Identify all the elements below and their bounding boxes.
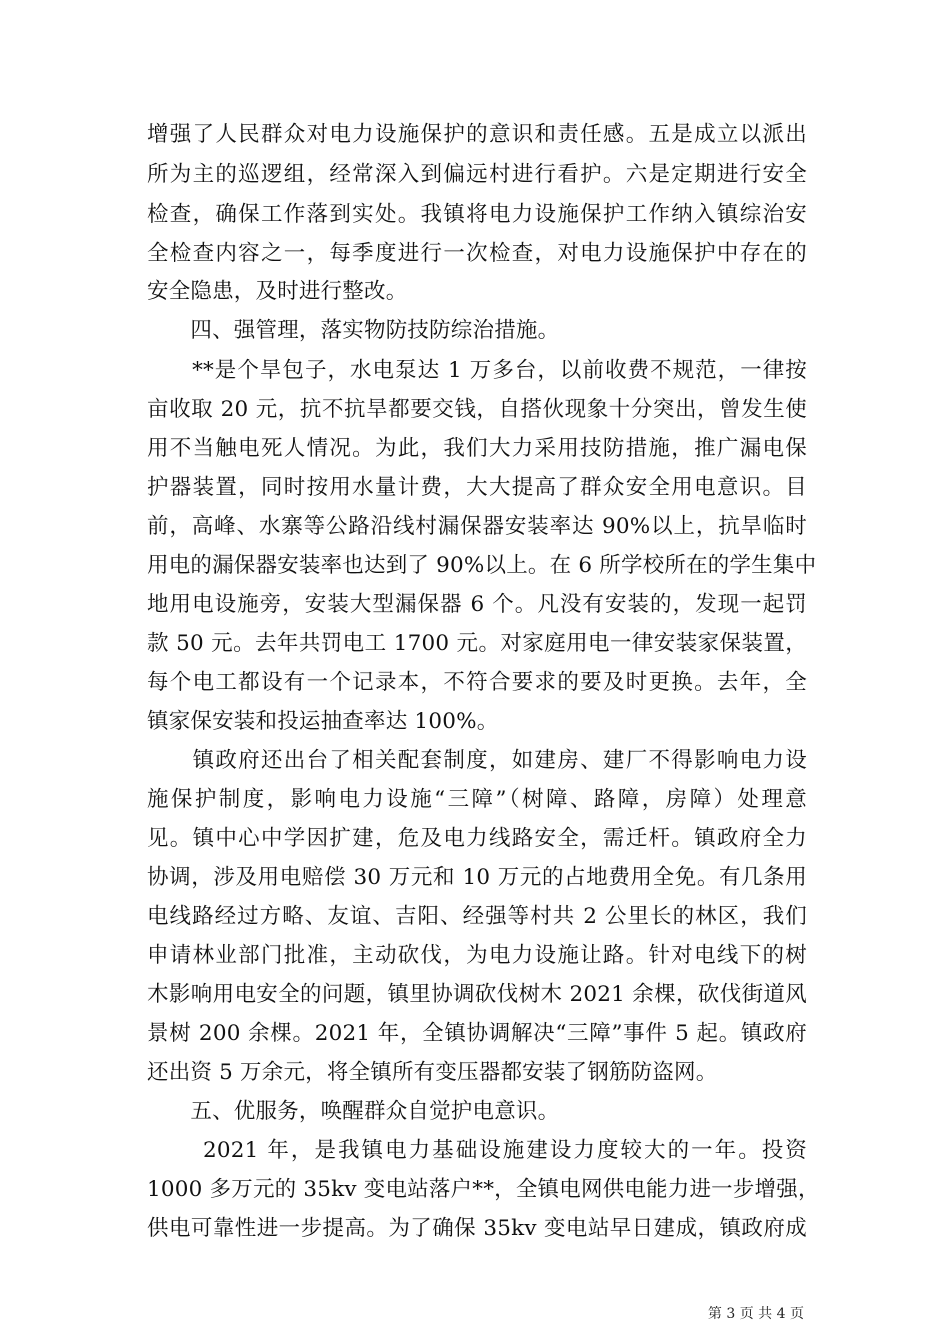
body-text-line: 供电可靠性进一步提高。为了确保 35kv 变电站早日建成，镇政府成	[147, 1216, 807, 1241]
body-text-line: 全检查内容之一，每季度进行一次检查，对电力设施保护中存在的	[147, 241, 807, 266]
body-text-line: 2021 年，是我镇电力基础设施建设力度较大的一年。投资	[147, 1138, 807, 1163]
body-text-line: 每个电工都设有一个记录本，不符合要求的要及时更换。去年，全	[147, 670, 807, 695]
body-text-line: 安全隐患，及时进行整改。	[147, 279, 408, 304]
body-text-line: 用电的漏保器安装率也达到了 90%以上。在 6 所学校所在的学生集中	[147, 553, 817, 578]
body-text-line: 用不当触电死人情况。为此，我们大力采用技防措施，推广漏电保	[147, 436, 807, 461]
body-text-line: 申请林业部门批准，主动砍伐，为电力设施让路。针对电线下的树	[147, 943, 807, 968]
body-text-line: 前，高峰、水寨等公路沿线村漏保器安装率达 90%以上，抗旱临时	[147, 514, 807, 539]
body-text-line: 增强了人民群众对电力设施保护的意识和责任感。五是成立以派出	[147, 122, 807, 147]
body-text-line: 木影响用电安全的问题，镇里协调砍伐树木 2021 余棵，砍伐街道风	[147, 982, 807, 1007]
body-text-line: 检查，确保工作落到实处。我镇将电力设施保护工作纳入镇综治安	[147, 202, 807, 227]
body-text-line: 见。镇中心中学因扩建，危及电力线路安全，需迁杆。镇政府全力	[147, 826, 807, 851]
body-text-line: 电线路经过方略、友谊、吉阳、经强等村共 2 公里长的林区，我们	[147, 904, 807, 929]
body-text-line: 款 50 元。去年共罚电工 1700 元。对家庭用电一律安装家保装置，	[147, 631, 807, 656]
body-text-line: 景树 200 余棵。2021 年，全镇协调解决“三障”事件 5 起。镇政府	[147, 1021, 807, 1046]
body-text-line: 协调，涉及用电赔偿 30 万元和 10 万元的占地费用全免。有几条用	[147, 865, 807, 890]
body-text-line: 镇政府还出台了相关配套制度，如建房、建厂不得影响电力设	[147, 748, 807, 773]
body-text-line: **是个旱包子，水电泵达 1 万多台，以前收费不规范，一律按	[147, 358, 807, 383]
section-heading: 五、优服务，唤醒群众自觉护电意识。	[147, 1099, 560, 1124]
body-text-line: 还出资 5 万余元，将全镇所有变压器都安装了钢筋防盗网。	[147, 1060, 718, 1085]
section-heading: 四、强管理，落实物防技防综治措施。	[147, 318, 560, 343]
body-text-line: 地用电设施旁，安装大型漏保器 6 个。凡没有安装的，发现一起罚	[147, 592, 807, 617]
body-text-line: 所为主的巡逻组，经常深入到偏远村进行看护。六是定期进行安全	[147, 162, 807, 187]
body-text-line: 亩收取 20 元，抗不抗旱都要交钱，自搭伙现象十分突出，曾发生使	[147, 397, 807, 422]
body-text-line: 护器装置，同时按用水量计费，大大提高了群众安全用电意识。目	[147, 475, 807, 500]
page-number: 第 3 页 共 4 页	[707, 1306, 804, 1322]
body-text-line: 施保护制度，影响电力设施“三障”（树障、路障，房障）处理意	[147, 787, 807, 812]
body-text-line: 镇家保安装和投运抽查率达 100%。	[147, 709, 499, 734]
body-text-line: 1000 多万元的 35kv 变电站落户**，全镇电网供电能力进一步增强，	[147, 1177, 820, 1202]
